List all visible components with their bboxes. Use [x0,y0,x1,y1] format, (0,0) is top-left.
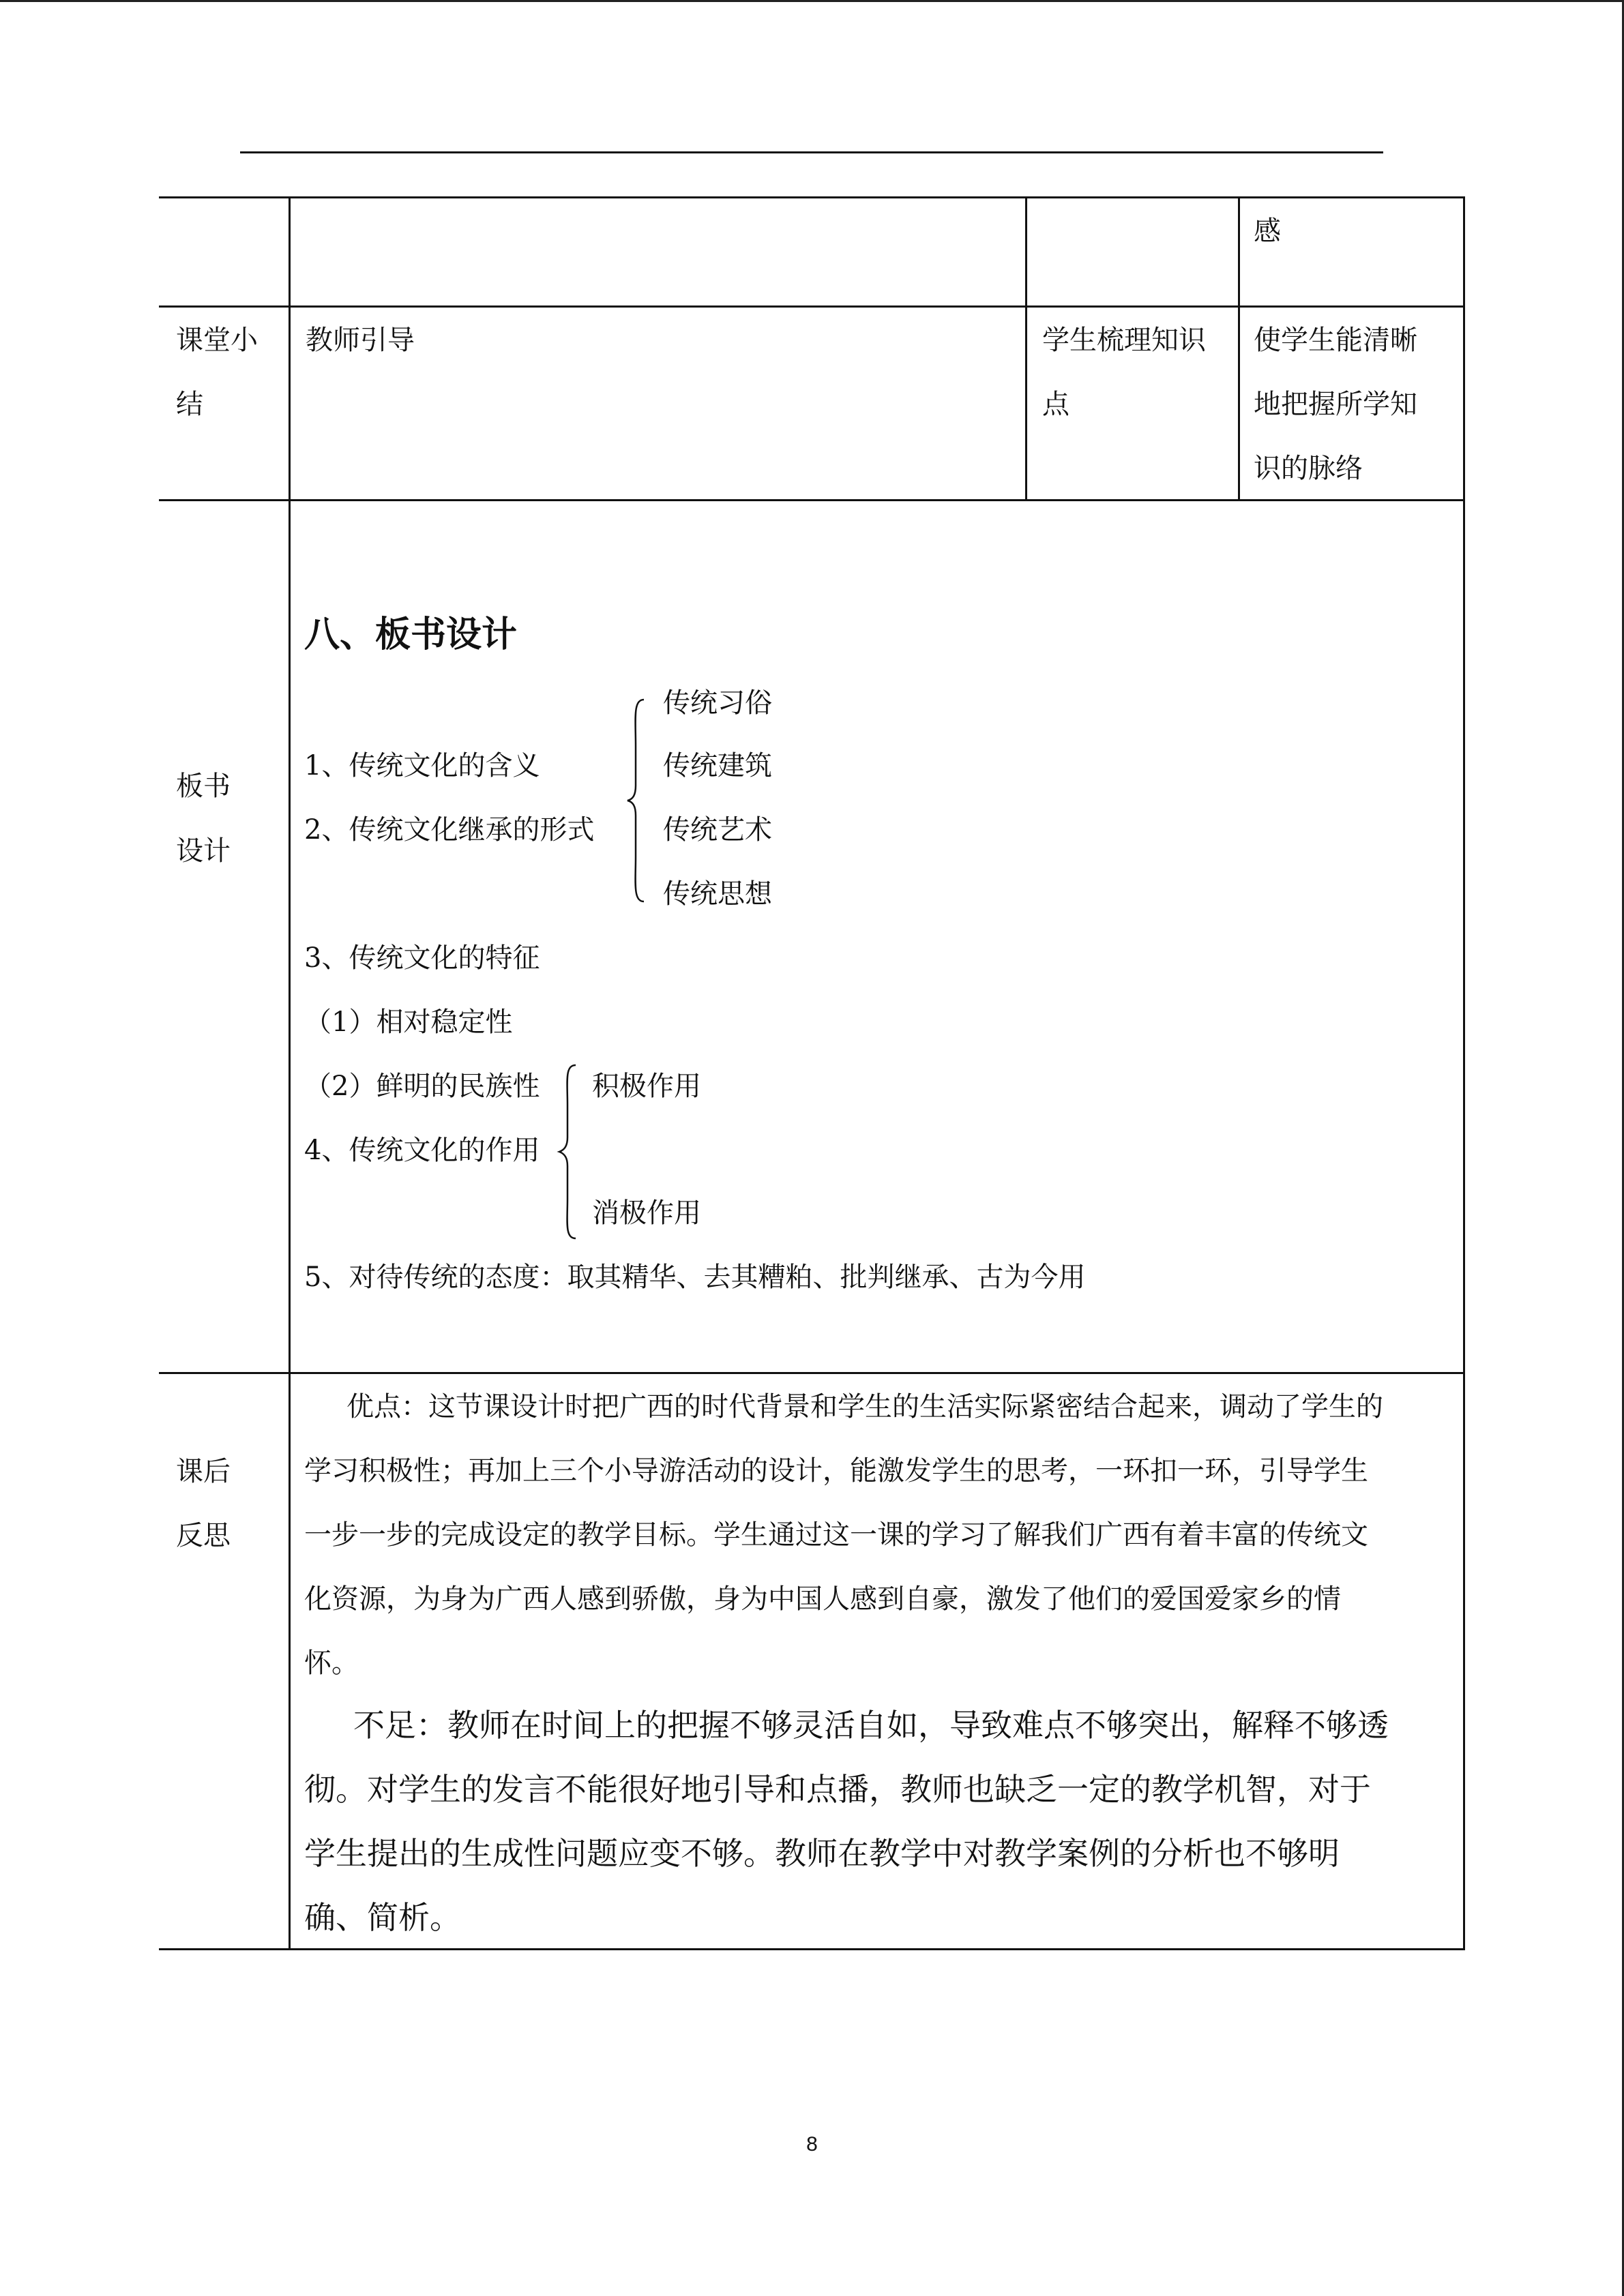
table-rule [159,196,1465,198]
summary-teacher-activity: 教师引导 [306,325,415,356]
effect-item: 消极作用 [592,1197,701,1229]
reflection-label-line: 反思 [176,1520,231,1551]
table-rule [1463,196,1465,1950]
reflection-merits-line: 学习积极性；再加上三个小导游活动的设计，能激发学生的思考，一环扣一环，引导学生 [304,1455,1368,1487]
form-item: 传统艺术 [663,814,772,846]
page-border-top [0,0,1624,2]
table-rule [159,305,1465,308]
board-item: 4、传统文化的作用 [304,1135,540,1166]
effect-item: 积极作用 [592,1071,701,1102]
forms-brace-icon [626,698,647,903]
reflection-shortcomings-line: 确、简析。 [304,1899,461,1936]
table-rule [159,499,1465,501]
summary-intent-line: 使学生能清晰 [1254,325,1417,356]
board-label-line: 设计 [176,835,231,867]
summary-student-activity-line: 学生梳理知识 [1042,325,1206,356]
summary-intent-line: 识的脉络 [1254,453,1363,484]
reflection-merits-line: 一步一步的完成设定的教学目标。学生通过这一课的学习了解我们广西有着丰富的传统文 [304,1519,1368,1551]
feature-item: （1）相对稳定性 [304,1007,513,1038]
summary-intent-line: 地把握所学知 [1254,389,1417,420]
reflection-merits-line: 怀。 [304,1648,359,1679]
table-rule [159,1948,1465,1950]
effects-brace-icon [558,1064,578,1240]
reflection-label-line: 课后 [176,1456,231,1487]
feature-item: （2）鲜明的民族性 [304,1071,540,1102]
board-item: 5、对待传统的态度：取其精华、去其糟粕、批判继承、古为今用 [304,1262,1086,1293]
page-number: 8 [806,2133,818,2156]
board-item: 3、传统文化的特征 [304,942,540,974]
table-rule [1238,196,1240,501]
board-item: 1、传统文化的含义 [304,750,540,781]
reflection-merits-line: 化资源，为身为广西人感到骄傲，身为中国人感到自豪，激发了他们的爱国爱家乡的情 [304,1583,1341,1615]
form-item: 传统习俗 [663,687,772,719]
board-item: 2、传统文化继承的形式 [304,814,595,846]
header-rule [240,151,1383,153]
table-rule [159,1372,1465,1374]
form-item: 传统建筑 [663,750,772,781]
board-label-line: 板书 [176,771,231,802]
summary-label-line: 结 [176,389,203,420]
summary-student-activity-line: 点 [1042,389,1069,420]
table-rule [1025,196,1027,501]
form-item: 传统思想 [663,878,772,910]
continuation-cell-text: 感 [1254,215,1281,247]
table-rule [289,196,291,1950]
reflection-merits-line: 优点：这节课设计时把广西的时代背景和学生的生活实际紧密结合起来，调动了学生的 [346,1391,1383,1422]
reflection-shortcomings-line: 不足：教师在时间上的把握不够灵活自如，导致难点不够突出，解释不够透 [353,1707,1389,1744]
summary-label-line: 课堂小 [176,325,258,356]
reflection-shortcomings-line: 彻。对学生的发言不能很好地引导和点播，教师也缺乏一定的教学机智，对于 [304,1771,1371,1808]
reflection-shortcomings-line: 学生提出的生成性问题应变不够。教师在教学中对教学案例的分析也不够明 [304,1835,1340,1872]
board-heading: 八、板书设计 [304,614,518,655]
